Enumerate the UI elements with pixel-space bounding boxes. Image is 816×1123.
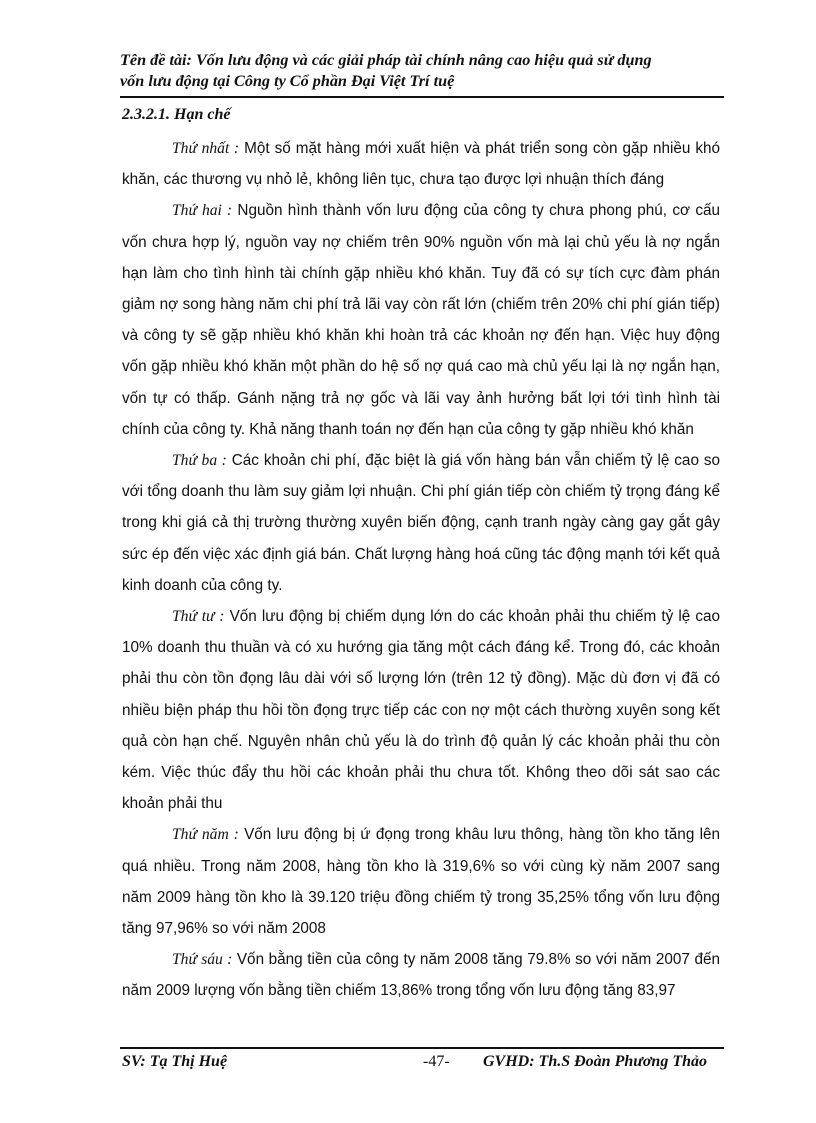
footer-student: SV: Tạ Thị Huệ (122, 1053, 228, 1070)
paragraph-text: Nguồn hình thành vốn lưu động của công ty chưa phong phú, cơ cấu vốn chưa hợp lý, nguồn vay nợ chiếm trên 90% nguồn vốn mà lại chủ yếu là nợ ngắn hạn làm cho tình hình tài chính gặp nhiều khó khăn. Tuy đã có sự tích cực đàm phán giảm nợ song hàng năm chi phí trả lãi vay còn rất lớn (chiếm trên 20% chi phí gián tiếp) và công ty sẽ gặp nhiều khó khăn khi hoàn trả các khoản nợ đến hạn. Việc huy động vốn gặp nhiều khó khăn một phần do hệ số nợ quá cao mà chủ yếu lại là nợ ngắn hạn, vốn tự có thấp. Gánh nặng trả nợ gốc và lãi vay ảnh hưởng bất lợi tới tình hình tài chính của công ty. Khả năng thanh toán nợ đến hạn của công ty gặp nhiều khó khăn (122, 202, 720, 438)
header-divider (120, 96, 724, 98)
paragraph-thu-nhat (122, 133, 720, 195)
paragraph-text: Vốn lưu động bị ứ đọng trong khâu lưu thông, hàng tồn kho tăng lên quá nhiều. Trong năm 2008, hàng tồn kho là 319,6% so với cùng kỳ năm 2007 sang năm 2009 hàng tồn kho là 39.120 triệu đồng chiếm tỷ trong 35,25% tổng vốn lưu động tăng 97,96% so với năm 2008 (122, 826, 720, 938)
header-title-line-1: Tên đề tài: Vốn lưu động và các giải pháp tài chính nâng cao hiệu quả sử dụng (120, 51, 652, 69)
paragraph-text: Vốn bằng tiền của công ty năm 2008 tăng 79.8% so với năm 2007 đến năm 2009 lượng vốn bằng tiền chiếm 13,86% trong tổng vốn lưu động tăng 83,97 (122, 951, 720, 1000)
paragraph-thu-tu (122, 601, 720, 819)
footer-advisor: GVHD: Th.S Đoàn Phương Thảo (483, 1053, 707, 1070)
paragraph-lead: Thứ nhất : (172, 140, 240, 157)
paragraph-text: Vốn lưu động bị chiếm dụng lớn do các khoản phải thu chiếm tỷ lệ cao 10% doanh thu thuần và có xu hướng gia tăng một cách đáng kể. Trong đó, các khoản phải thu còn tồn đọng lâu dài với số lượng lớn (trên 12 tỷ đồng). Mặc dù đơn vị đã có nhiều biện pháp thu hồi tồn đọng trực tiếp các con nợ một cách thường xuyên song kết quả còn hạn chế. Nguyên nhân chủ yếu là do trình độ quản lý các khoản phải thu còn kém. Việc thúc đẩy thu hồi các khoản phải thu chưa tốt. Không theo dõi sát sao các khoản phải thu (122, 608, 720, 813)
paragraph-text: Các khoản chi phí, đặc biệt là giá vốn hàng bán vẫn chiếm tỷ lệ cao so với tổng doanh thu làm suy giảm lợi nhuận. Chi phí gián tiếp còn chiếm tỷ trọng đáng kể trong khi giá cả thị trường thường xuyên biến động, cạnh tranh ngày càng gay gắt gây sức ép đến việc xác định giá bán. Chất lượng hàng hoá cũng tác động mạnh tới kết quả kinh doanh của công ty. (122, 452, 720, 594)
page-header (120, 50, 720, 92)
footer-page-number: -47- (423, 1053, 450, 1070)
section-heading: 2.3.2.1. Hạn chế (122, 106, 231, 123)
paragraph-lead: Thứ tư : (172, 608, 225, 626)
paragraph-thu-sau (122, 944, 720, 1006)
paragraph-lead: Thứ hai : (172, 202, 233, 220)
paragraph-thu-hai (122, 195, 720, 445)
paragraph-lead: Thứ ba : (172, 452, 227, 470)
header-title-line-2: vốn lưu động tại Công ty Cổ phần Đại Việt Trí tuệ (120, 72, 455, 90)
footer-divider (120, 1047, 724, 1049)
paragraph-thu-ba (122, 445, 720, 601)
paragraph-lead: Thứ sáu : (172, 951, 233, 969)
body-text (122, 133, 720, 1007)
paragraph-text: Một số mặt hàng mới xuất hiện và phát triển song còn gặp nhiều khó khăn, các thương vụ nhỏ lẻ, không liên tục, chưa tạo được lợi nhuận thích đáng (122, 140, 721, 189)
paragraph-thu-nam (122, 819, 720, 944)
paragraph-lead: Thứ năm : (172, 826, 239, 844)
